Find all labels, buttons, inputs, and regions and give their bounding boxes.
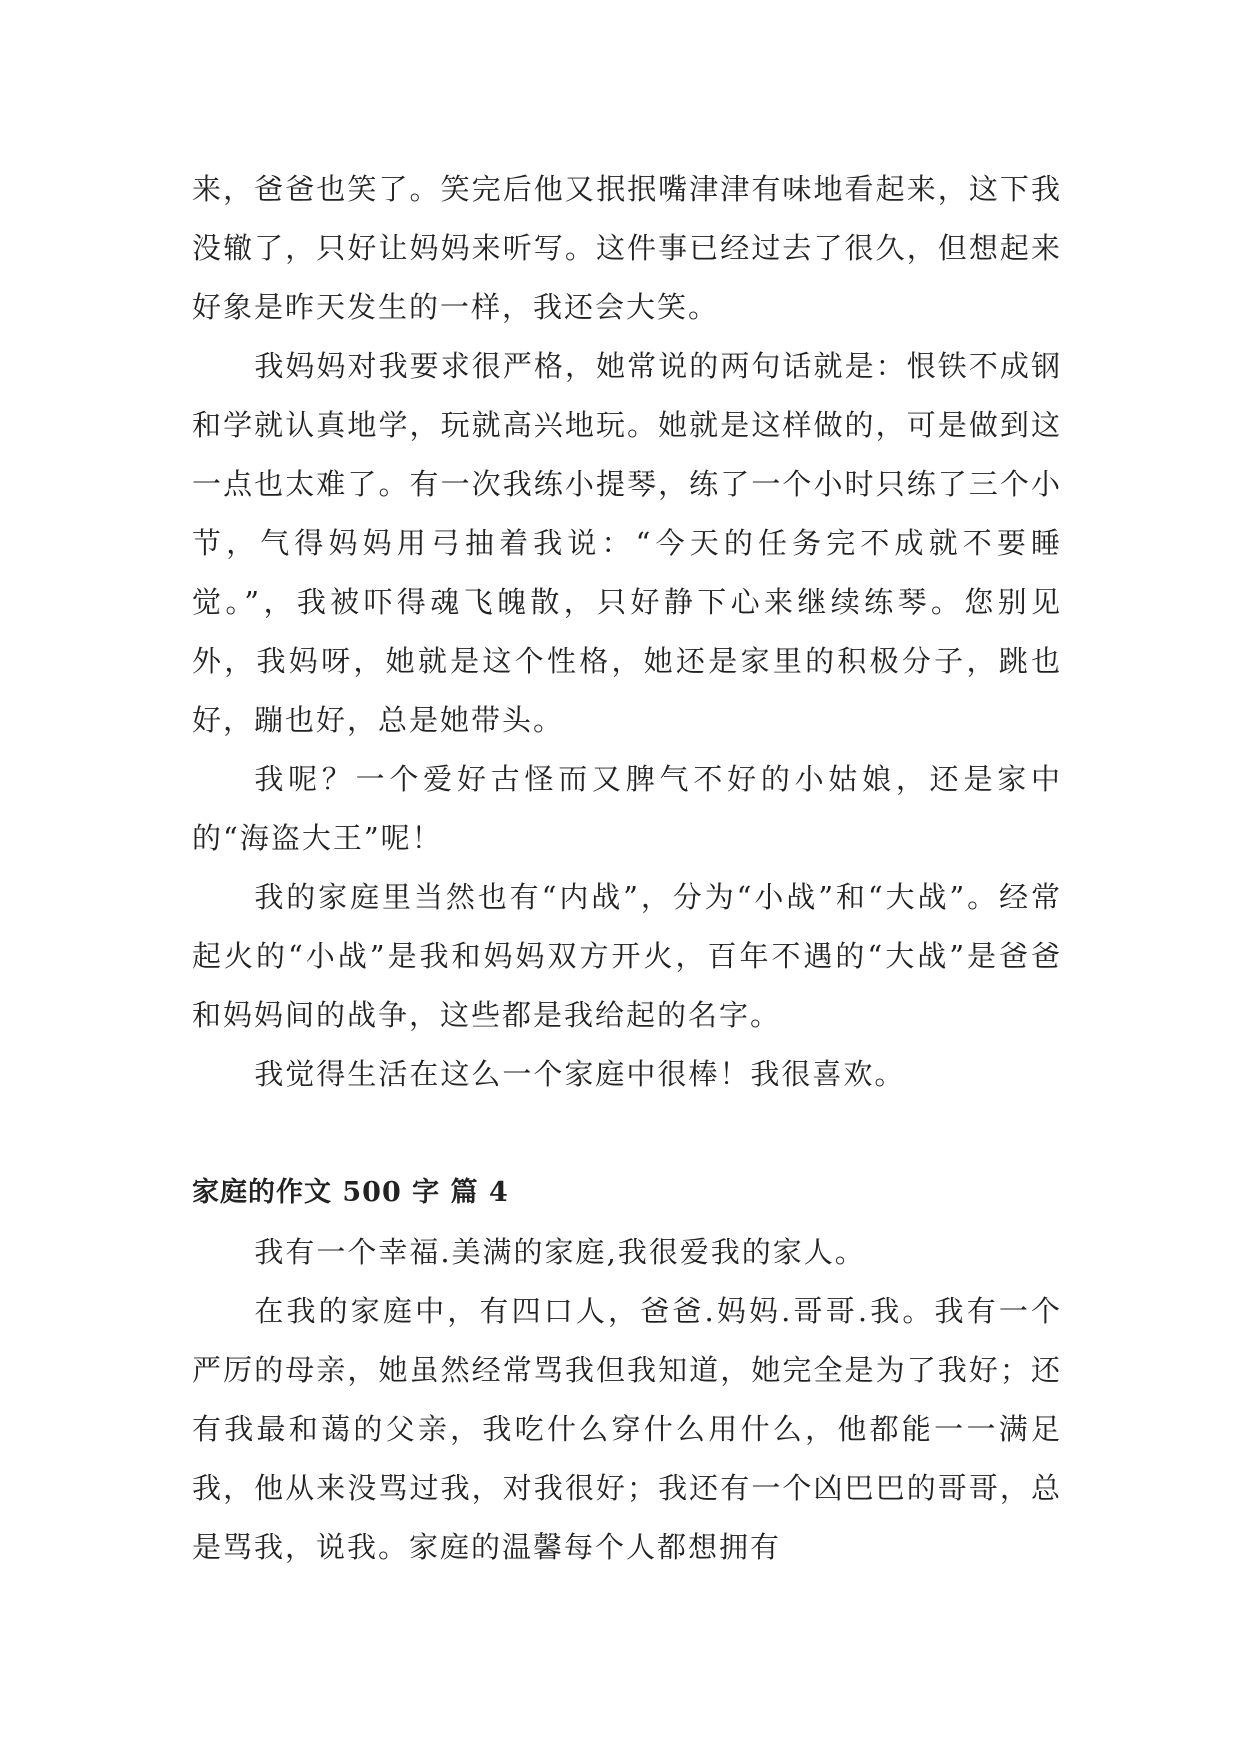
section-paragraph-intro: 我有一个幸福.美满的家庭,我很爱我的家人。	[254, 1235, 866, 1269]
section-paragraph-family: 在我的家庭中，有四口人，爸爸.妈妈.哥哥.我。我有一个严厉的母亲，她虽然经常骂我但我知道，她完全是为了我好；还有我最和蔼的父亲，我吃什么穿什么用什么，他都能一一满足我，他从来没骂过我，对我很好；我还有一个凶巴巴的哥哥，总是骂我，说我。家庭的温馨每个人都想拥有	[192, 1294, 1062, 1564]
paragraph-mother: 我妈妈对我要求很严格，她常说的两句话就是：恨铁不成钢和学就认真地学，玩就高兴地玩。她就是这样做的，可是做到这一点也太难了。有一次我练小提琴，练了一个小时只练了三个小节，气得妈妈用弓抽着我说：“今天的任务完不成就不要睡觉。”，我被吓得魂飞魄散，只好静下心来继续练琴。您别见外，我妈呀，她就是这个性格，她还是家里的积极分子，跳也好，蹦也好，总是她带头。	[192, 349, 1062, 737]
section-heading: 家庭的作文 500 字 篇 4	[192, 1177, 509, 1208]
paragraph-family-wars: 我的家庭里当然也有“内战”，分为“小战”和“大战”。经常起火的“小战”是我和妈妈双方开火，百年不遇的“大战”是爸爸和妈妈间的战争，这些都是我给起的名字。	[192, 880, 1062, 1032]
document-body	[192, 160, 1062, 1577]
paragraph-continued: 来，爸爸也笑了。笑完后他又抿抿嘴津津有味地看起来，这下我没辙了，只好让妈妈来听写。这件事已经过去了很久，但想起来好象是昨天发生的一样，我还会大笑。	[192, 172, 1062, 324]
paragraph-me: 我呢？一个爱好古怪而又脾气不好的小姑娘，还是家中的“海盗大王”呢！	[192, 762, 1062, 855]
paragraph-conclusion: 我觉得生活在这么一个家庭中很棒！我很喜欢。	[254, 1057, 906, 1091]
